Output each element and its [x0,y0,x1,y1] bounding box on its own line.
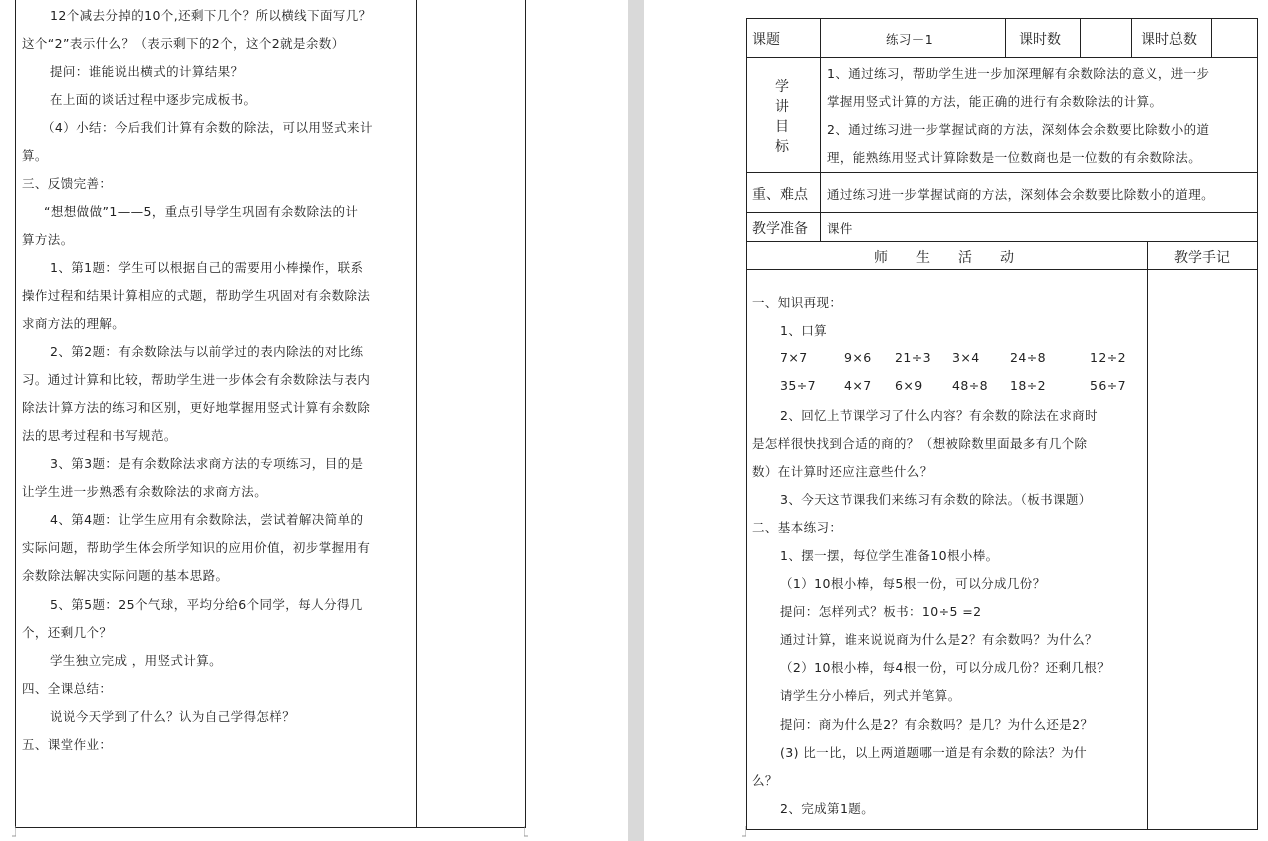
text-line: 余数除法解决实际问题的基本思路。 [22,568,229,583]
oral-calc-item: 48÷8 [952,378,988,393]
table-border [1257,18,1258,829]
text-line: 2、第2题：有余数除法与以前学过的表内除法的对比练 [50,344,364,359]
table-border [746,172,1258,173]
text-line: 说说今天学到了什么？认为自己学得怎样？ [50,709,296,724]
total-hours-label: 课时总数 [1141,32,1197,48]
difficulty-text: 通过练习进一步掌握试商的方法，深刻体会余数要比除数小的道理。 [827,187,1215,202]
activity-header: 师 生 活 动 [874,250,1014,266]
hours-label: 课时数 [1019,32,1061,48]
table-border [1131,18,1132,57]
oral-calc-item: 18÷2 [1010,378,1046,393]
section-heading: 四、全课总结： [22,681,113,696]
page-gutter [628,0,644,841]
oral-calc-item: 24÷8 [1010,350,1046,365]
text-line: 5、第5题：25个气球，平均分给6个同学，每人分得几 [50,597,363,612]
table-border [746,829,1258,830]
text-line: 1、摆一摆，每位学生准备10根小棒。 [780,548,999,563]
text-line: 实际问题，帮助学生体会所学知识的应用价值，初步掌握用有 [22,540,371,555]
goals-label-char: 学 [775,79,789,95]
prep-text: 课件 [827,221,853,236]
goal-line: 理，能熟练用竖式计算除数是一位数商也是一位数的有余数除法。 [827,150,1202,165]
notes-header: 教学手记 [1174,250,1230,266]
table-border [746,18,1258,19]
text-line: 这个“2”表示什么？（表示剩下的2个，这个2就是余数） [22,36,345,51]
notes-column-divider [416,0,417,827]
text-line: 求商方法的理解。 [22,316,126,331]
page-spacer [548,0,628,841]
prep-label: 教学准备 [752,221,808,237]
table-border [1147,241,1148,829]
oral-calc-item: 3×4 [952,350,980,365]
page-corner-mark [732,826,746,840]
goal-line: 2、通过练习进一步掌握试商的方法，深刻体会余数要比除数小的道 [827,122,1210,137]
text-line: 算。 [22,148,48,163]
table-border [1005,18,1006,57]
goals-label-char: 目 [775,119,789,135]
oral-calc-item: 12÷2 [1090,350,1126,365]
text-line: （1）10根小棒，每5根一份，可以分成几份？ [780,576,1046,591]
goals-label-char: 标 [775,139,789,155]
text-line: 在上面的谈话过程中逐步完成板书。 [50,92,257,107]
page-corner-mark [524,826,538,840]
text-line: 除法计算方法的练习和区别，更好地掌握用竖式计算有余数除 [22,400,371,415]
text-line: 4、第4题：让学生应用有余数除法，尝试着解决简单的 [50,512,364,527]
text-line: 个，还剩几个？ [22,625,113,640]
oral-calc-item: 9×6 [844,350,872,365]
table-border [746,241,1258,242]
text-line: （4）小结：今后我们计算有余数的除法，可以用竖式来计 [42,120,373,135]
topic-value: 练习－1 [886,32,934,47]
oral-calc-item: 7×7 [780,350,808,365]
left-page [0,0,548,841]
text-line: (3) 比一比，以上两道题哪一道是有余数的除法？为什 [780,745,1088,760]
text-line: 提问：怎样列式？板书：10÷5 =2 [780,604,982,619]
goals-label-char: 讲 [775,99,789,115]
table-border [746,57,1258,58]
text-line: 1、第1题：学生可以根据自己的需要用小棒操作，联系 [50,260,364,275]
text-line: 数）在计算时还应注意些什么？ [752,464,933,479]
text-line: 么？ [752,773,778,788]
text-line: 让学生进一步熟悉有余数除法的求商方法。 [22,484,268,499]
text-line: 3、第3题：是有余数除法求商方法的专项练习，目的是 [50,456,364,471]
right-page [644,0,1268,841]
text-line: 算方法。 [22,232,74,247]
text-line: “想想做做”1——5，重点引导学生巩固有余数除法的计 [44,204,359,219]
text-line: 是怎样很快找到合适的商的？（想被除数里面最多有几个除 [752,436,1088,451]
oral-calc-item: 4×7 [844,378,872,393]
text-line: 2、完成第1题。 [780,801,875,816]
text-line: 12个减去分掉的10个,还剩下几个？所以横线下面写几？ [50,8,372,23]
text-line: 学生独立完成 ，用竖式计算。 [50,653,223,668]
section-heading: 二、基本练习： [752,520,843,535]
oral-calc-item: 56÷7 [1090,378,1126,393]
section-heading: 三、反馈完善： [22,176,113,191]
table-border [746,212,1258,213]
section-heading: 一、知识再现： [752,295,843,310]
text-line: 习。通过计算和比较，帮助学生进一步体会有余数除法与表内 [22,372,371,387]
section-heading: 五、课堂作业： [22,737,113,752]
goal-line: 掌握用竖式计算的方法，能正确的进行有余数除法的计算。 [827,94,1163,109]
table-border [746,269,1258,270]
table-border [820,18,821,241]
oral-calc-item: 21÷3 [895,350,931,365]
text-line: 2、回忆上节课学习了什么内容？有余数的除法在求商时 [780,408,1098,423]
text-line: 法的思考过程和书写规范。 [22,428,177,443]
text-line: 通过计算，谁来说说商为什么是2？有余数吗？为什么？ [780,632,1098,647]
text-line: 提问：商为什么是2？有余数吗？是几？为什么还是2？ [780,717,1094,732]
text-line: 1、口算 [780,323,828,338]
text-line: 提问：谁能说出横式的计算结果？ [50,64,244,79]
text-line: 3、今天这节课我们来练习有余数的除法。（板书课题） [780,492,1092,507]
oral-calc-item: 35÷7 [780,378,816,393]
topic-label: 课题 [752,32,780,48]
text-line: 请学生分小棒后，列式并笔算。 [780,688,961,703]
goal-line: 1、通过练习，帮助学生进一步加深理解有余数除法的意义，进一步 [827,66,1210,81]
text-line: （2）10根小棒，每4根一份，可以分成几份？还剩几根？ [780,660,1111,675]
table-border [1080,18,1081,57]
table-border [1211,18,1212,57]
page-corner-mark [2,826,16,840]
text-line: 操作过程和结果计算相应的式题，帮助学生巩固对有余数除法 [22,288,371,303]
table-border [746,18,747,829]
difficulty-label: 重、难点 [752,187,808,203]
oral-calc-item: 6×9 [895,378,923,393]
